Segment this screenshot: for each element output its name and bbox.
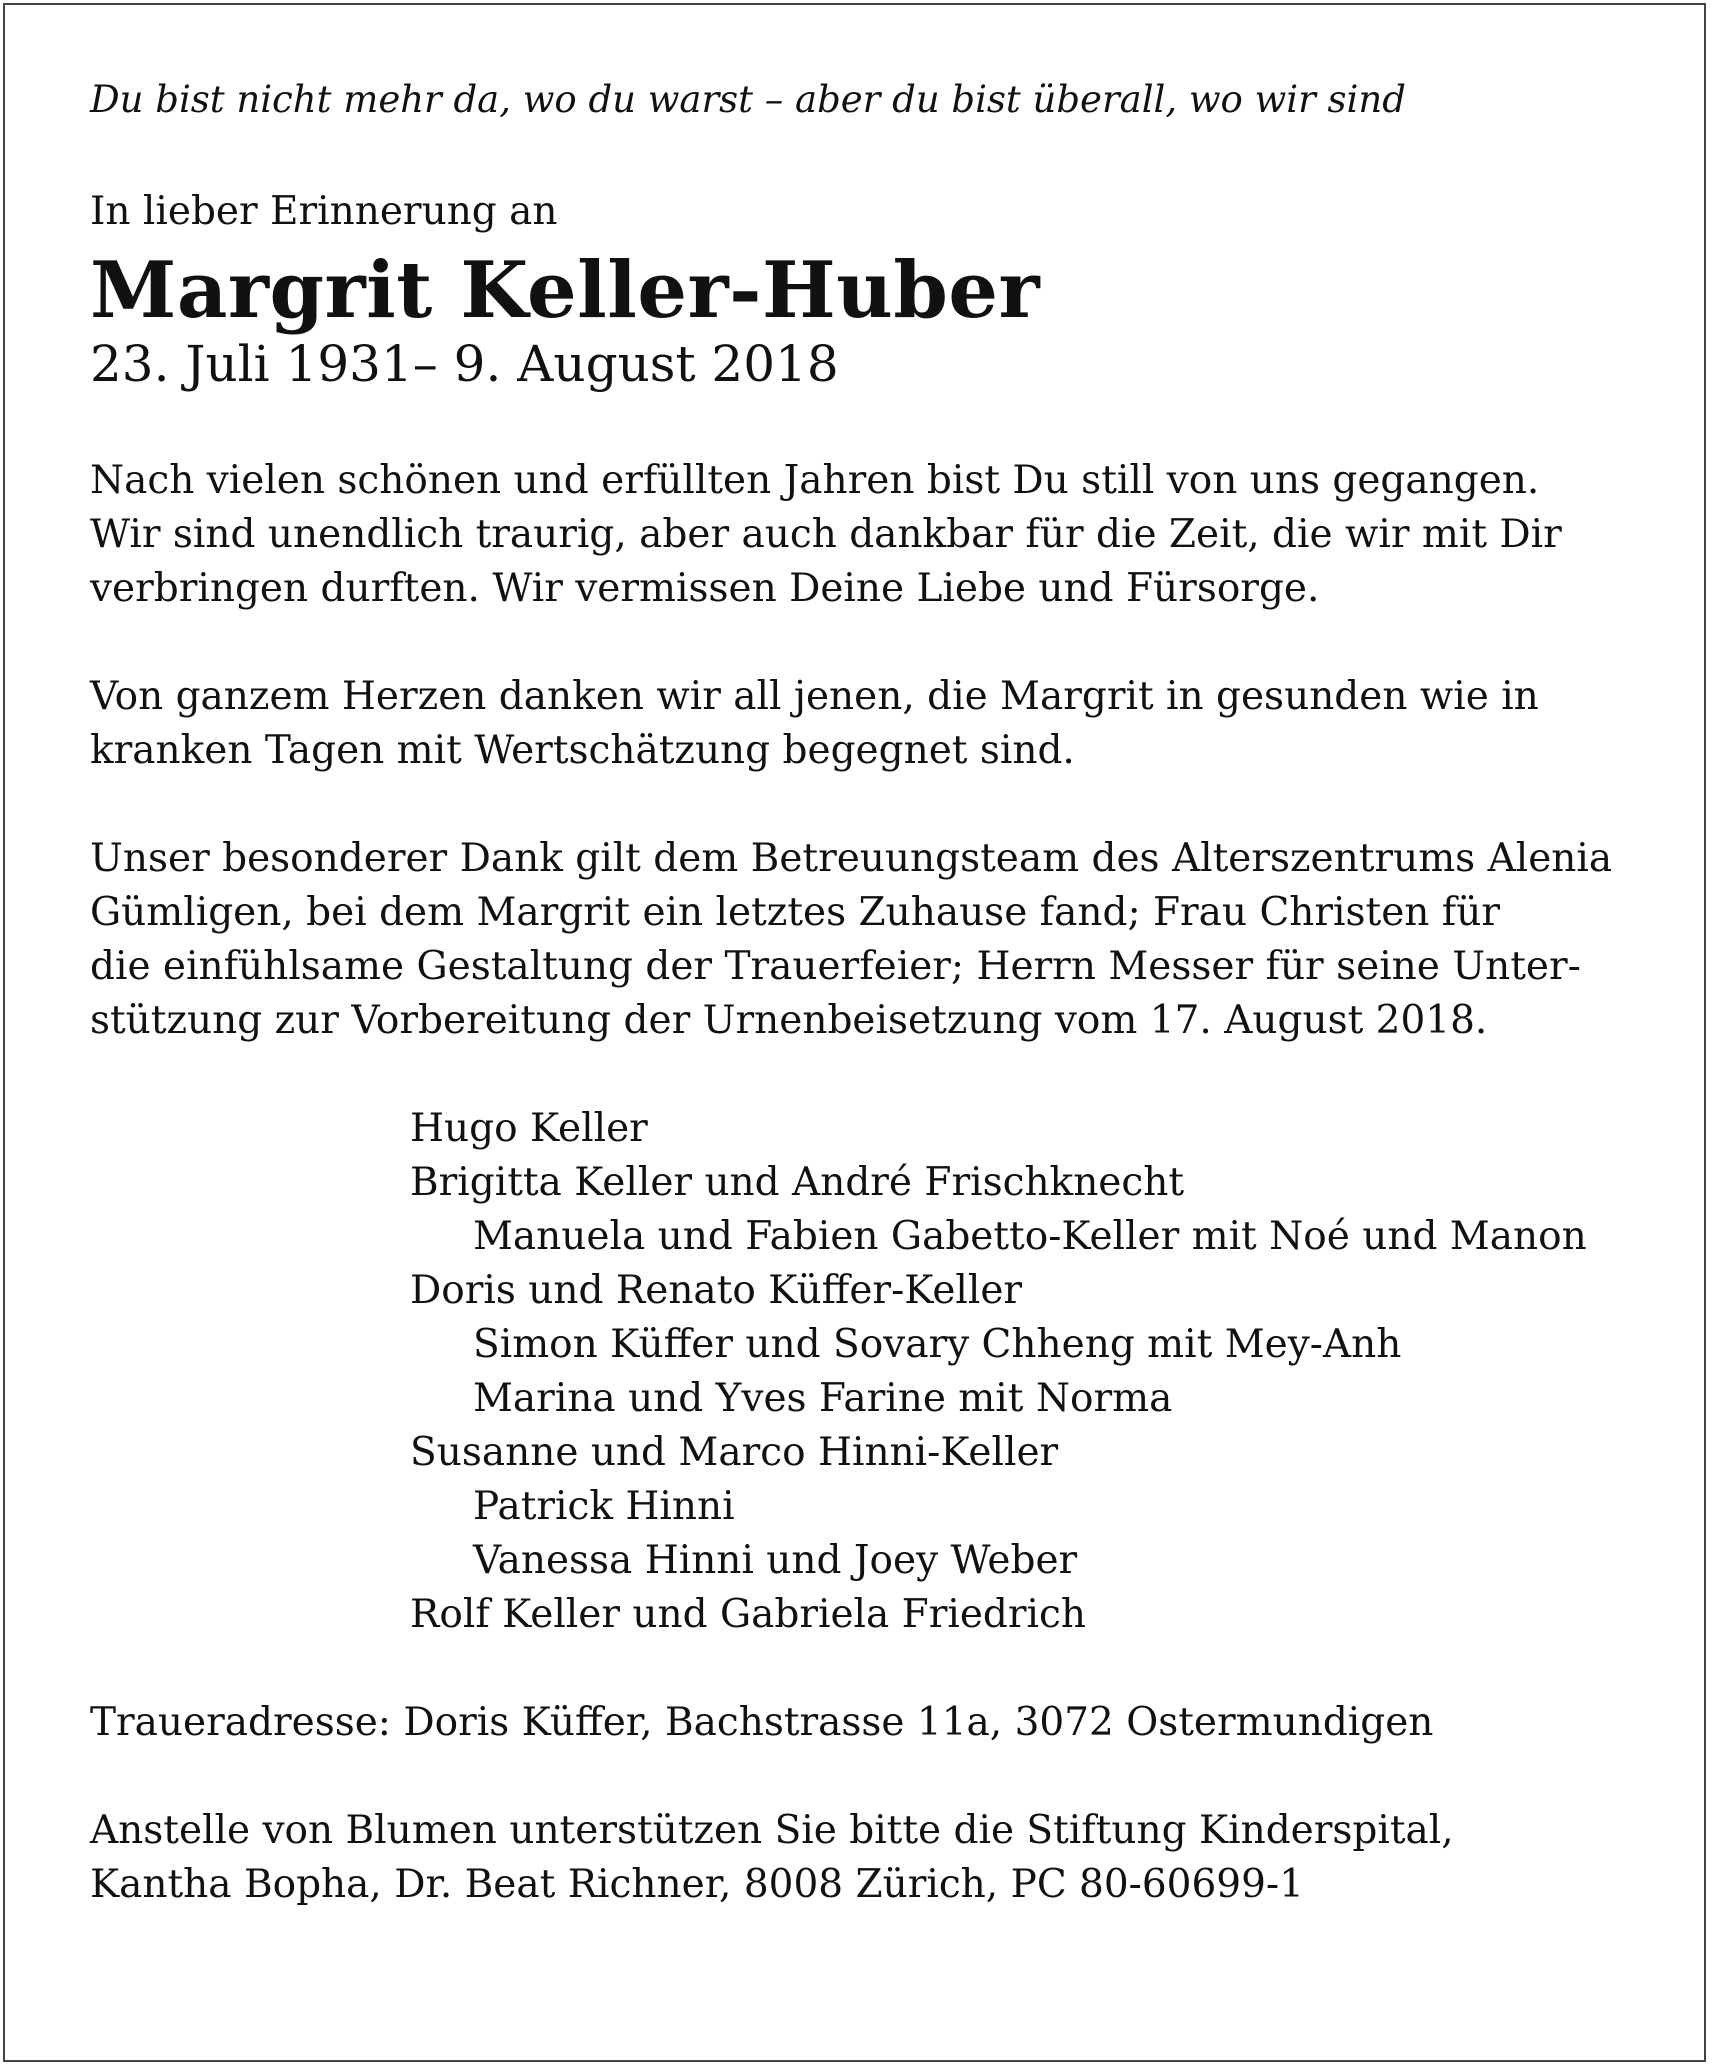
mourner: Marina und Yves Farine mit Norma [473, 1375, 1173, 1421]
mourner: Hugo Keller [410, 1105, 648, 1151]
text-line: Nach vielen schönen und erfüllten Jahren bist Du still von uns gegangen. [90, 457, 1540, 503]
mourner: Brigitta Keller und André Frischknecht [410, 1159, 1185, 1205]
text-line: stützung zur Vorbereitung der Urnenbeisetzung vom 17. August 2018. [90, 997, 1488, 1043]
donation-note [90, 1804, 1650, 1912]
text-line: Wir sind unendlich traurig, aber auch dankbar für die Zeit, die wir mit Dir [90, 511, 1562, 557]
text-line: Gümligen, bei dem Margrit ein letztes Zuhause fand; Frau Christen für [90, 889, 1500, 935]
paragraph-special-thanks [90, 832, 1650, 1048]
mourner: Rolf Keller und Gabriela Friedrich [410, 1591, 1086, 1637]
motto: Du bist nicht mehr da, wo du warst – aber du bist überall, wo wir sind [90, 78, 1406, 121]
mourner: Simon Küffer und Sovary Chheng mit Mey-Anh [473, 1321, 1402, 1367]
text-line: kranken Tagen mit Wertschätzung begegnet sind. [90, 727, 1075, 773]
text-line: Unser besonderer Dank gilt dem Betreuungsteam des Alterszentrums Alenia [90, 835, 1613, 881]
mourning-address [90, 1696, 1650, 1750]
obituary-content [90, 78, 1650, 1966]
mourner: Vanessa Hinni und Joey Weber [473, 1537, 1078, 1583]
text-line: die einfühlsame Gestaltung der Trauerfeier; Herrn Messer für seine Unter- [90, 943, 1581, 989]
mourner: Manuela und Fabien Gabetto-Keller mit Noé und Manon [473, 1213, 1587, 1259]
text-line: Traueradresse: Doris Küffer, Bachstrasse 11a, 3072 Ostermundigen [90, 1699, 1434, 1745]
text-line: Von ganzem Herzen danken wir all jenen, die Margrit in gesunden wie in [90, 673, 1539, 719]
deceased-name: Margrit Keller-Huber [90, 245, 1041, 337]
mourners-list [90, 1102, 1650, 1642]
mourner: Doris und Renato Küffer-Keller [410, 1267, 1023, 1313]
text-line: Kantha Bopha, Dr. Beat Richner, 8008 Zürich, PC 80-60699-1 [90, 1861, 1304, 1907]
mourner: Susanne und Marco Hinni-Keller [410, 1429, 1059, 1475]
life-dates: 23. Juli 1931– 9. August 2018 [90, 334, 839, 393]
intro-text: In lieber Erinnerung an [90, 189, 558, 235]
text-line: Anstelle von Blumen unterstützen Sie bitte die Stiftung Kinderspital, [90, 1807, 1454, 1853]
text-line: verbringen durften. Wir vermissen Deine Liebe und Fürsorge. [90, 565, 1320, 611]
paragraph-farewell [90, 454, 1650, 616]
paragraph-thanks [90, 670, 1650, 778]
mourner: Patrick Hinni [473, 1483, 735, 1529]
